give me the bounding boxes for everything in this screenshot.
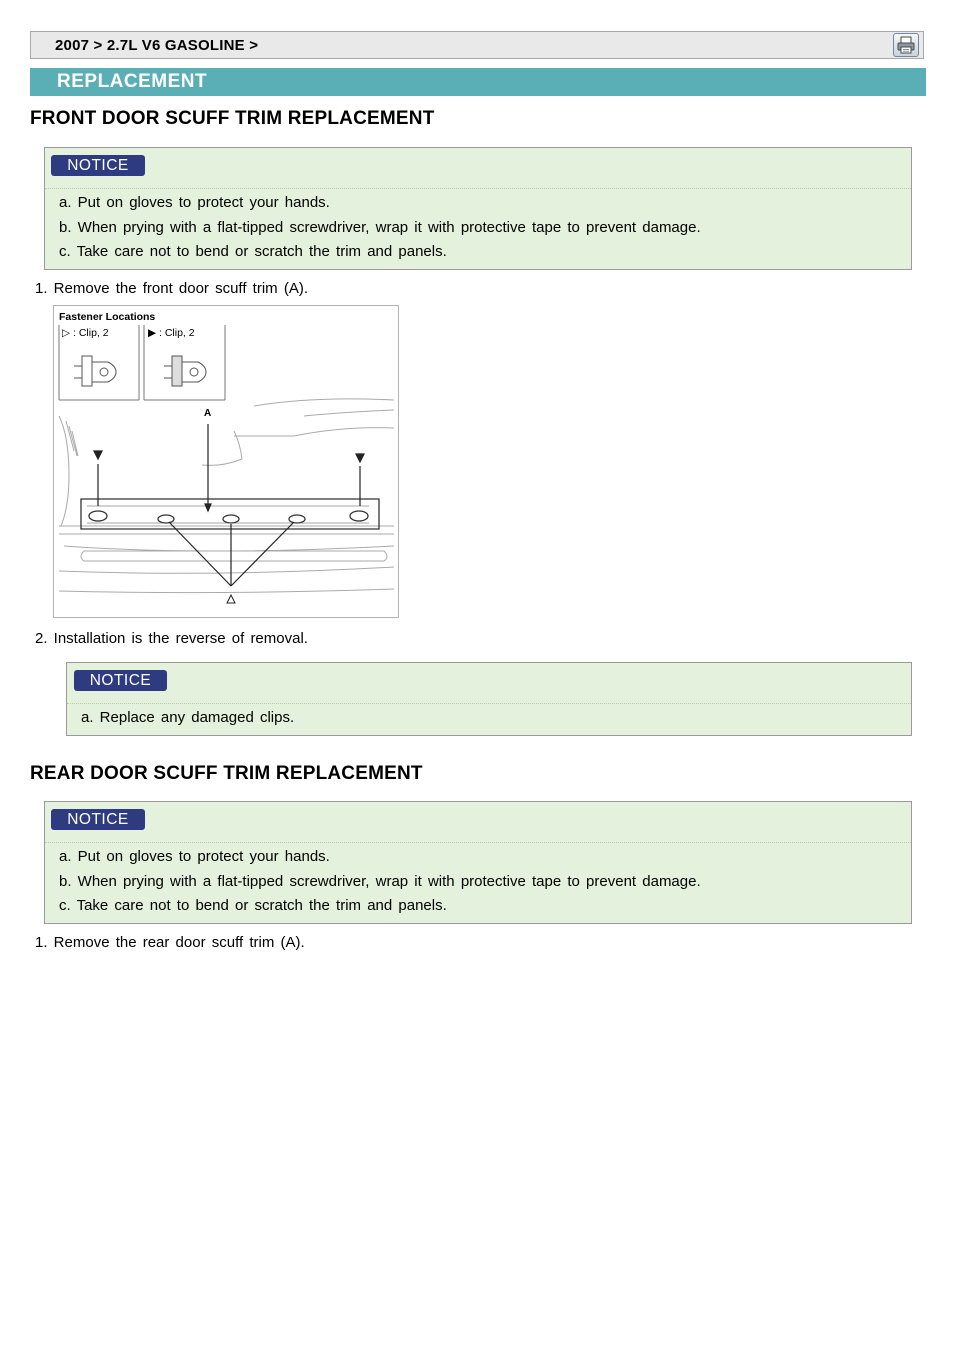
rear-notice-box — [44, 801, 912, 924]
front-notice-box-2 — [66, 662, 912, 736]
notice-divider — [67, 703, 911, 704]
notice-item: b. When prying with a flat-tipped screwdriver, wrap it with protective tape to prevent damage. — [59, 873, 701, 890]
notice-item: a. Put on gloves to protect your hands. — [59, 848, 330, 865]
notice-item: a. Replace any damaged clips. — [81, 709, 295, 726]
breadcrumb: 2007 > 2.7L V6 GASOLINE > — [55, 37, 259, 54]
clip-detail-2 — [164, 356, 206, 386]
door-sill-outline — [59, 399, 394, 593]
clip-marker-outline — [227, 595, 235, 603]
legend-clip-outline: ▷ : Clip, 2 — [62, 327, 109, 339]
notice-item: a. Put on gloves to protect your hands. — [59, 194, 330, 211]
notice-item: c. Take care not to bend or scratch the trim and panels. — [59, 897, 447, 914]
section-bar — [30, 68, 926, 96]
legend-clip-filled: ▶ : Clip, 2 — [148, 327, 195, 339]
notice-item: c. Take care not to bend or scratch the trim and panels. — [59, 243, 447, 260]
print-button[interactable] — [893, 33, 919, 57]
front-heading: FRONT DOOR SCUFF TRIM REPLACEMENT — [30, 108, 435, 129]
step-remove-front: 1. Remove the front door scuff trim (A). — [35, 280, 308, 297]
notice-divider — [45, 842, 911, 843]
front-notice-box — [44, 147, 912, 270]
scuff-trim — [81, 499, 379, 529]
notice-badge: NOTICE — [51, 809, 145, 830]
figure-title: Fastener Locations — [59, 311, 156, 323]
callout-arrows — [94, 424, 364, 586]
printer-icon — [894, 34, 918, 56]
notice-badge: NOTICE — [74, 670, 167, 691]
label-a: A — [204, 408, 212, 419]
fastener-diagram — [53, 305, 399, 618]
clip-detail-1 — [74, 356, 116, 386]
rear-heading: REAR DOOR SCUFF TRIM REPLACEMENT — [30, 763, 423, 784]
section-title: REPLACEMENT — [57, 71, 208, 92]
step-installation: 2. Installation is the reverse of removal. — [35, 630, 308, 647]
notice-badge: NOTICE — [51, 155, 145, 176]
notice-item: b. When prying with a flat-tipped screwdriver, wrap it with protective tape to prevent damage. — [59, 219, 701, 236]
step-remove-rear: 1. Remove the rear door scuff trim (A). — [35, 934, 305, 951]
breadcrumb-bar — [30, 31, 924, 59]
notice-divider — [45, 188, 911, 189]
